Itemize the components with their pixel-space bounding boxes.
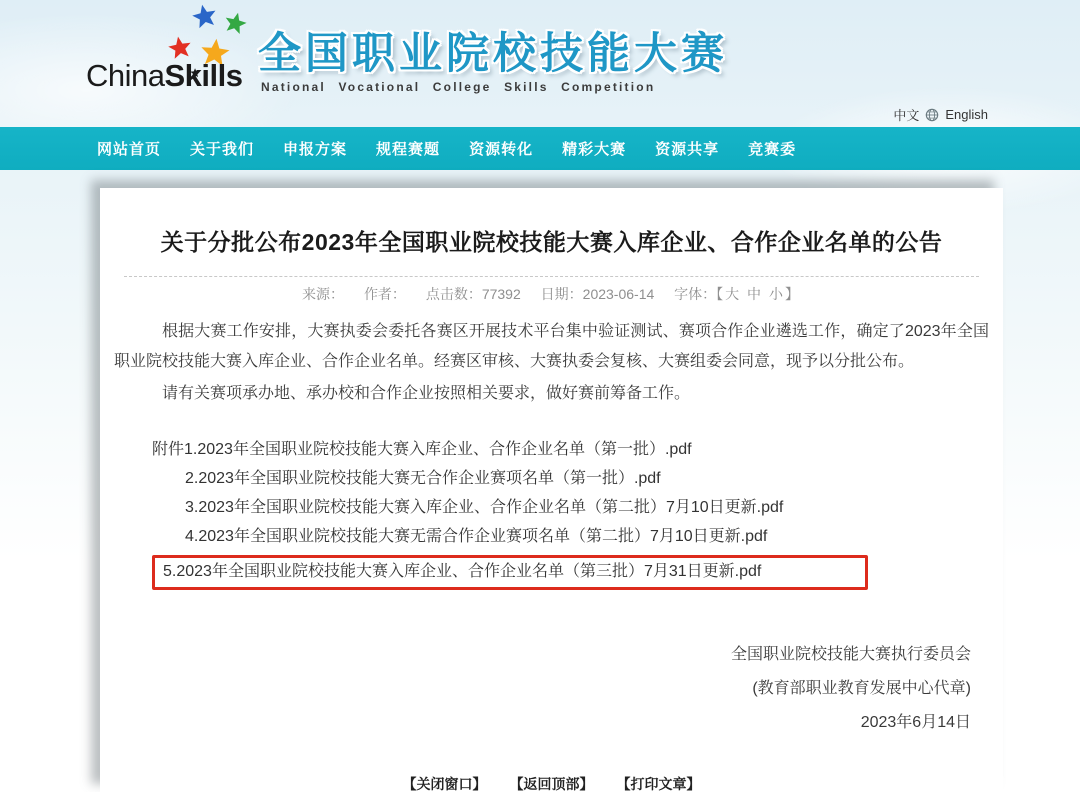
main-navigation	[0, 127, 1080, 170]
footer-action-button[interactable]: 【返回顶部】	[516, 776, 594, 792]
globe-icon	[925, 108, 939, 122]
nav-item[interactable]: 网站首页	[97, 141, 162, 158]
logo-text-bold: Skills	[164, 58, 243, 93]
attachment-row	[114, 522, 989, 551]
site-title-cn: 全国职业院校技能大赛	[258, 30, 728, 78]
site-header	[0, 0, 1080, 127]
site-title-en: National Vocational College Skills Competition	[261, 80, 656, 94]
signature-block	[114, 638, 989, 740]
attachment-link[interactable]: 4.2023年全国职业院校技能大赛无需合作企业赛项名单（第二批）7月10日更新.pdf	[185, 528, 768, 545]
meta-date-value: 2023-06-14	[582, 286, 655, 302]
nav-item[interactable]: 资源共享	[655, 141, 720, 158]
attachment-row	[114, 435, 989, 464]
lang-chinese-link[interactable]: 中文	[893, 108, 920, 123]
font-size-switcher[interactable]: 【大 中 小】	[716, 286, 801, 302]
meta-font: 字体：【大 中 小】	[674, 286, 801, 302]
attachment-row	[114, 555, 989, 590]
article-body	[114, 317, 989, 409]
signature-line: (教育部职业教育发展中心代章)	[752, 680, 971, 697]
meta-clicks: 点击数：77392	[425, 286, 521, 302]
attachment-link[interactable]: 5.2023年全国职业院校技能大赛入库企业、合作企业名单（第三批）7月31日更新.pdf	[152, 555, 868, 590]
nav-item[interactable]: 规程赛题	[376, 141, 441, 158]
attachment-row	[114, 493, 989, 522]
nav-item[interactable]: 竞赛委	[748, 141, 797, 158]
meta-source: 来源：	[302, 286, 345, 302]
meta-author: 作者：	[363, 286, 406, 302]
attachment-link[interactable]: 附件1.2023年全国职业院校技能大赛入库企业、合作企业名单（第一批）.pdf	[152, 441, 692, 458]
logo-text-regular: China	[86, 58, 165, 93]
attachment-link[interactable]: 3.2023年全国职业院校技能大赛入库企业、合作企业名单（第二批）7月10日更新.pdf	[185, 499, 784, 516]
meta-clicks-value: 77392	[481, 286, 521, 302]
article-paragraph: 请有关赛项承办地、承办校和合作企业按照相关要求，做好赛前筹备工作。	[162, 385, 691, 402]
lang-english-link[interactable]: English	[945, 107, 988, 122]
attachment-row	[114, 464, 989, 493]
article-footer-actions	[114, 774, 989, 792]
nav-item[interactable]: 精彩大赛	[562, 141, 627, 158]
language-switch	[893, 105, 988, 124]
footer-action-button[interactable]: 【关闭窗口】	[402, 776, 487, 792]
nav-item[interactable]: 关于我们	[190, 141, 255, 158]
article-title: 关于分批公布2023年全国职业院校技能大赛入库企业、合作企业名单的公告	[160, 229, 943, 255]
meta-date: 日期：2023-06-14	[540, 286, 655, 302]
nav-item[interactable]: 申报方案	[283, 141, 348, 158]
signature-line: 全国职业院校技能大赛执行委员会	[730, 646, 971, 663]
attachment-link[interactable]: 2.2023年全国职业院校技能大赛无合作企业赛项名单（第一批）.pdf	[185, 470, 661, 487]
article-paragraph: 根据大赛工作安排，大赛执委会委托各赛区开展技术平台集中验证测试、赛项合作企业遴选工作，确定了2023年全国职业院校技能大赛入库企业、合作企业名单。经赛区审核、大赛执委会复核、大赛组委会同意，现予以分批公布。	[114, 323, 989, 370]
article-meta	[114, 285, 989, 303]
signature-line: 2023年6月14日	[860, 714, 971, 731]
chinaskills-logo	[86, 58, 243, 94]
attachment-list	[114, 435, 989, 590]
footer-action-button[interactable]: 【打印文章】	[623, 776, 701, 792]
title-divider	[124, 276, 979, 277]
nav-item[interactable]: 资源转化	[469, 141, 534, 158]
article-panel	[100, 188, 1003, 792]
